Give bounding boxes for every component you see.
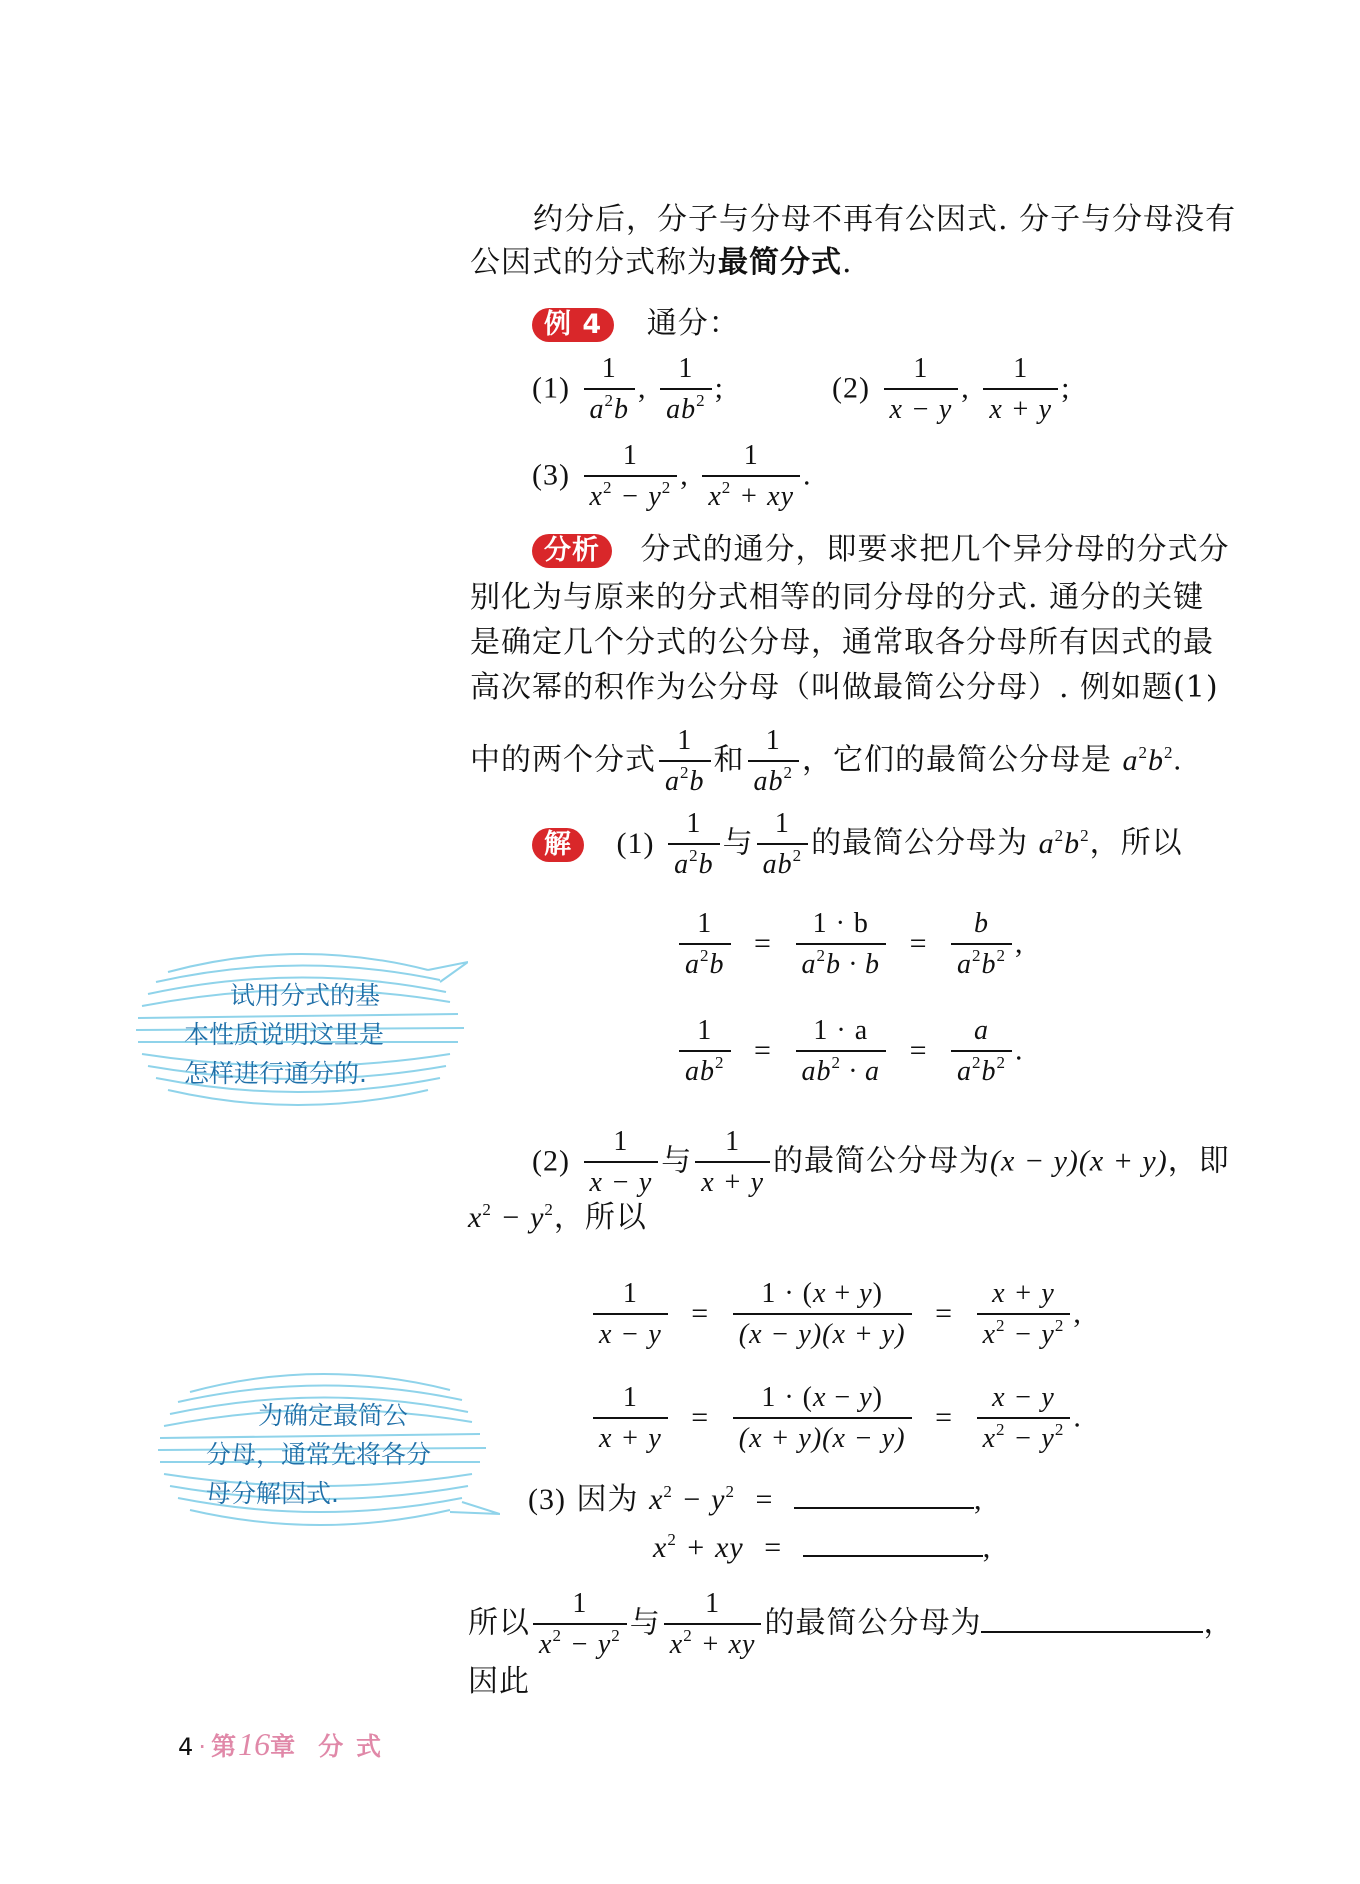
example-heading [532,302,740,346]
footer-dot: · [198,1733,207,1761]
fraction: $\frac{1}{x + y}$ [695,1128,770,1197]
fraction: $\frac{1}{a^2b}$ [584,355,636,424]
answer-blank-3[interactable] [981,1631,1203,1633]
analysis-line-2: 别化为与原来的分式相等的同分母的分式. 通分的关键 [470,580,1205,615]
fraction: $\frac{1}{ab^2}$ [748,727,800,796]
text-run: 和 [713,742,745,778]
example-badge: 例 4 [532,308,614,342]
answer-blank-1[interactable] [794,1507,974,1509]
text-run: ，所以 [1089,825,1183,861]
text-run: 分式的通分，即要求把几个异分母的分式分 [640,532,1230,567]
text-run: 所以 [468,1605,530,1641]
text-run: 的最简公分母为 [811,825,1029,861]
chapter-suffix: 章 [270,1732,298,1761]
text-run: 与 [661,1143,693,1179]
math-expr: $x^2$ + xy [653,1530,744,1564]
solution-line-2b [468,1196,647,1240]
text-run: 因为 [576,1482,639,1517]
text-run: 与 [629,1605,661,1641]
chapter-prefix: 第 [211,1732,239,1761]
fraction: $\frac{1}{x - y}$ [884,355,959,424]
text-run: 与 [722,825,754,861]
item-label: (3) [528,1483,566,1516]
solution-hence: 因此 [468,1664,530,1699]
item-label: (1) [616,826,655,860]
equation-1a: $\frac{1}{a^2b}$ = $\frac{1 \cdot b}{a^2b \cdot b}$ = $\frac{b}{a^2b^2}$ , [676,910,1024,979]
page-footer [178,1726,383,1763]
item-label: (2) [532,1144,570,1178]
equation-1b: $\frac{1}{ab^2}$ = $\frac{1 \cdot a}{ab^2 \cdot a}$ = $\frac{a}{a^2b^2}$ . [676,1017,1024,1086]
analysis-line-3: 是确定几个分式的公分母，通常取各分母所有因式的最 [470,625,1214,660]
fraction: $\frac{1}{x + y}$ [983,355,1058,424]
term-simplest-fraction: 最简分式 [718,245,842,280]
analysis-line-1 [532,528,1230,572]
equation-2a: $\frac{1}{x - y}$ = $\frac{1 \cdot (x + y)}{(x - y)(x + y)}$ = $\frac{x + y}{x^2 - y^2}$ , [590,1280,1082,1349]
paragraph-line-1: 约分后，分子与分母不再有公因式. 分子与分母没有 [533,202,1237,237]
equation-2b: $\frac{1}{x + y}$ = $\frac{1 \cdot (x - y)}{(x + y)(x - y)}$ = $\frac{x - y}{x^2 - y^2}$ . [590,1384,1082,1453]
bubble-1-line-2: 本性质说明这里是 [184,1020,385,1049]
math-expr: (x − y)(x + y) [990,1144,1168,1178]
fraction: $\frac{1}{x^2 + xy}$ [664,1590,762,1659]
text-run: 的最简公分母为 [773,1143,991,1179]
fraction: $\frac{1}{x - y}$ [584,1128,659,1197]
paragraph-line-2 [470,241,853,285]
example-item-1: (1) $\frac{1}{a^2b}$ , $\frac{1}{ab^2}$ ; [532,353,724,425]
item-label: (2) [832,371,870,405]
math-expr: $x^2 - y^2$ [468,1200,554,1234]
fraction: $\frac{1}{x^2 - y^2}$ [584,442,678,511]
example-title: 通分： [646,306,740,341]
text-run: ， [1203,1605,1235,1641]
math-expr: $a^2b^2$ [1038,825,1090,860]
chapter-title: 分 式 [318,1732,383,1761]
bubble-2-line-1: 为确定最简公 [258,1401,409,1430]
answer-blank-2[interactable] [803,1555,983,1557]
bubble-1-line-1: 试用分式的基 [230,981,381,1010]
fraction: $\frac{1}{ab^2}$ [757,810,809,879]
item-label: (1) [532,371,570,405]
solution-badge: 解 [532,828,584,862]
solution-line-3: (3) 因为 $x^2 - y^2$ = , [528,1482,983,1517]
bubble-1-line-3: 怎样进行通分的. [184,1059,367,1088]
text-run: 的最简公分母为 [764,1605,982,1641]
analysis-badge: 分析 [532,534,612,568]
bubble-2-line-2: 分母，通常先将各分 [206,1440,432,1469]
text-run: 公因式的分式称为 [470,245,718,280]
text-run: ，所以 [553,1200,647,1235]
text-run: ，即 [1167,1143,1230,1179]
fraction: $\frac{1}{a^2b}$ [668,810,720,879]
example-item-3: (3) $\frac{1}{x^2 - y^2}$ , $\frac{1}{x^2 + xy}$ . [532,440,812,512]
page-number: 4 [178,1733,194,1761]
text-run: 中的两个分式 [470,742,656,778]
fraction: $\frac{1}{a^2b}$ [659,727,711,796]
solution-line-2 [532,1128,1230,1197]
solution-line-3b: $x^2$ + xy = , [653,1530,992,1564]
fraction: $\frac{1}{x^2 + xy}$ [702,442,800,511]
solution-line-1 [532,810,1183,879]
analysis-line-4: 高次幂的积作为公分母（叫做最简公分母）. 例如题(1) [470,670,1219,705]
item-label: (3) [532,458,570,492]
analysis-line-5: 中的两个分式 $\frac{1}{a^2b}$ 和 $\frac{1}{ab^2}$ ，它们的最简公分母是 $a^2b^2$. [470,725,1183,797]
solution-line-3c [468,1590,1234,1659]
math-expr: $x^2 - y^2$ [649,1482,735,1516]
fraction: $\frac{1}{ab^2}$ [660,355,712,424]
text-run: . [842,245,853,280]
math-expr: $a^2b^2$ [1122,742,1174,777]
fraction: $\frac{1}{x^2 - y^2}$ [533,1590,627,1659]
example-item-2: (2) $\frac{1}{x - y}$ , $\frac{1}{x + y}$ ; [832,353,1071,425]
chapter-number: 16 [238,1726,271,1762]
text-run: ，它们的最简公分母是 [802,742,1112,778]
bubble-2-line-3: 母分解因式. [206,1479,339,1508]
